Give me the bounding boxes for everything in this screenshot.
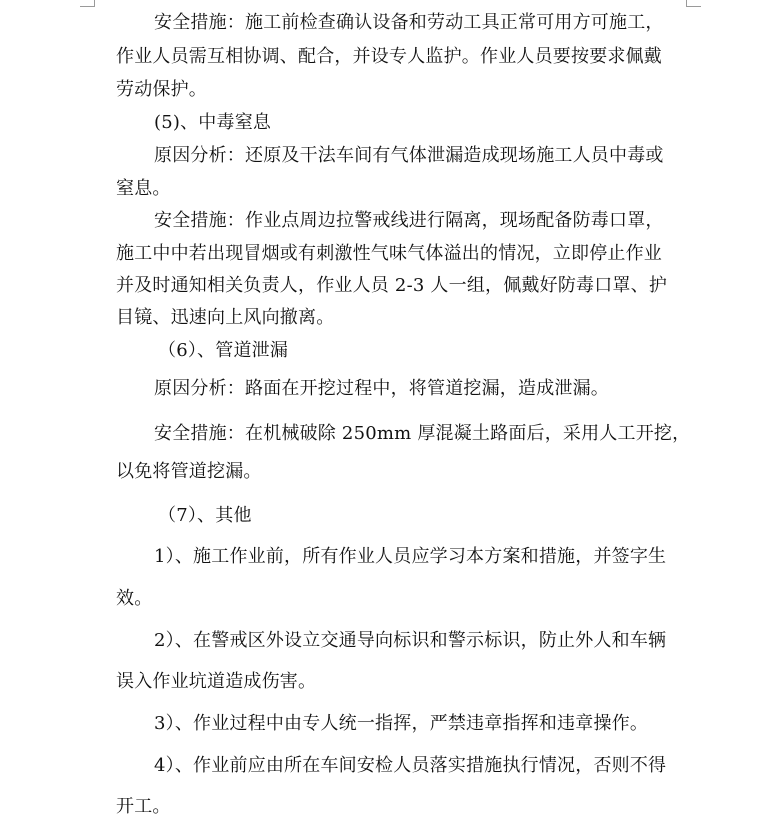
paragraph-line: 安全措施：施工前检查确认设备和劳动工具正常可用方可施工， [154,12,664,33]
list-item-line: 2）、在警戒区外设立交通导向标识和警示标识，防止外人和车辆 [154,630,667,651]
paragraph-line: 作业人员需互相协调、配合，并设专人监护。作业人员要按要求佩戴 [116,46,662,67]
paragraph-line: 原因分析：路面在开挖过程中，将管道挖漏，造成泄漏。 [154,378,609,399]
paragraph-line: 安全措施：在机械破除 250mm 厚混凝土路面后，采用人工开挖， [154,423,691,444]
paragraph-line: 窒息。 [116,178,171,199]
paragraph-line: 目镜、迅速向上风向撤离。 [116,307,335,328]
list-item-line: 开工。 [116,796,171,817]
paragraph-line: 以免将管道挖漏。 [116,461,262,482]
section-heading-5: (5)、中毒窒息 [154,112,272,133]
section-heading-7: （7）、其他 [158,505,252,526]
paragraph-line: 施工中中若出现冒烟或有刺激性气味气体溢出的情况，立即停止作业 [116,243,662,264]
list-item-line: 效。 [116,588,153,609]
margin-corner-mark-right [686,0,701,7]
paragraph-line: 劳动保护。 [116,79,207,100]
margin-corner-mark-left [80,0,95,7]
list-item-line: 3）、作业过程中由专人统一指挥，严禁违章指挥和违章操作。 [154,713,649,734]
paragraph-line: 并及时通知相关负责人，作业人员 2-3 人一组，佩戴好防毒口罩、护 [116,275,668,296]
paragraph-line: 原因分析：还原及干法车间有气体泄漏造成现场施工人员中毒或 [154,145,664,166]
list-item-line: 误入作业坑道造成伤害。 [116,671,317,692]
paragraph-line: 安全措施：作业点周边拉警戒线进行隔离，现场配备防毒口罩， [154,210,664,231]
list-item-line: 1）、施工作业前，所有作业人员应学习本方案和措施，并签字生 [154,546,667,567]
section-heading-6: （6）、管道泄漏 [158,340,289,361]
list-item-line: 4）、作业前应由所在车间安检人员落实措施执行情况，否则不得 [154,755,667,776]
